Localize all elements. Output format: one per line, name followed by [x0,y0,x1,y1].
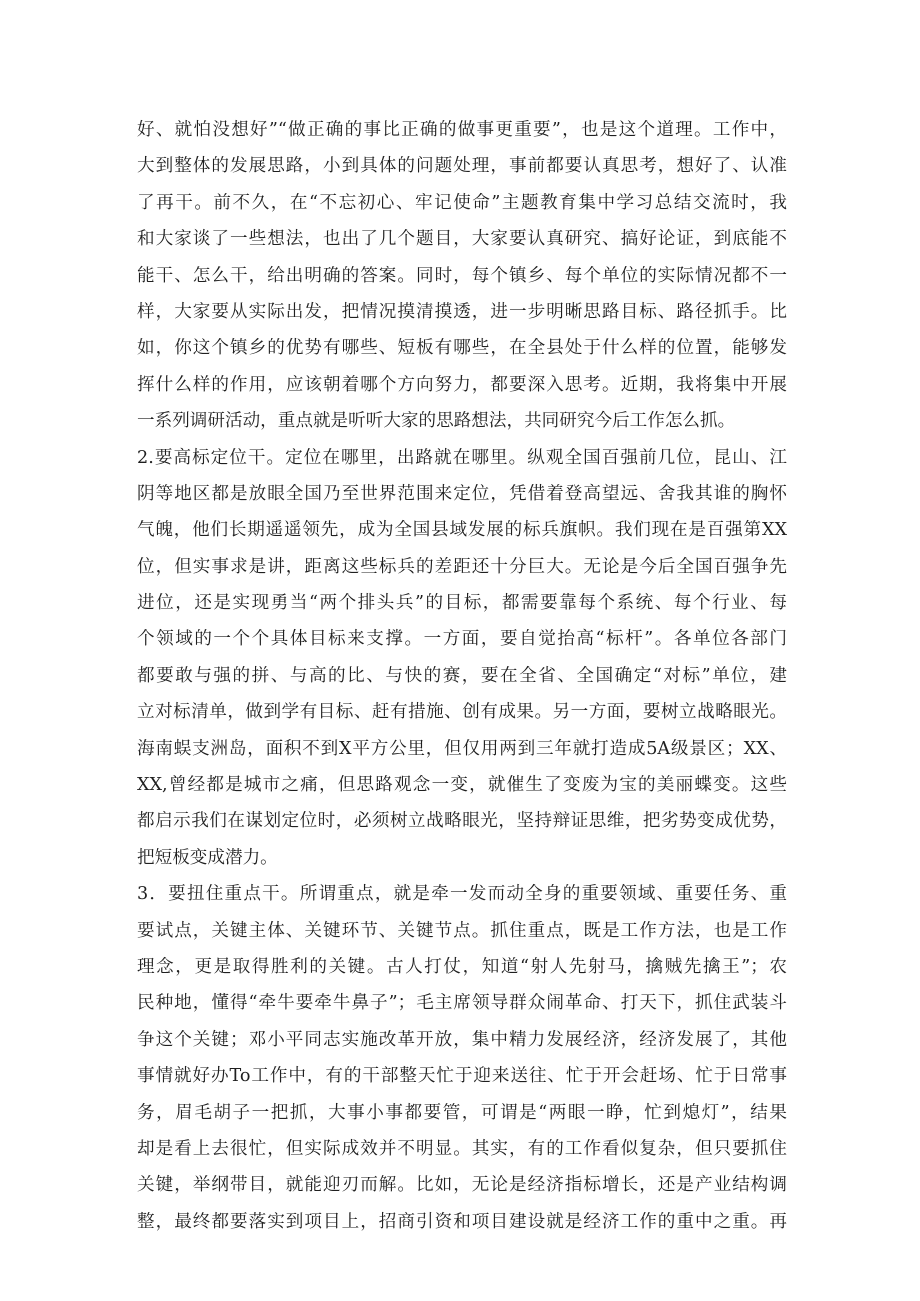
text-line: 海南蜈支洲岛，面积不到X平方公里，但仅用两到三年就打造成5A级景区；XX、 [137,738,787,759]
text-line: XX,曾经都是城市之痛，但思路观念一变，就催生了变废为宝的美丽蝶变。这些 [137,775,787,796]
text-line: 民种地，懂得“牵牛要牵牛鼻子”；毛主席领导群众闹革命、打天下，抓住武装斗 [137,993,787,1014]
text-line: 要试点，关键主体、关键环节、关键节点。抓住重点，既是工作方法，也是工作 [137,920,787,941]
document-body [137,112,787,1240]
text-line: 能干、怎么干，给出明确的答案。同时，每个镇乡、每个单位的实际情况都不一 [137,265,787,286]
text-line: 2.要高标定位干。定位在哪里，出路就在哪里。纵观全国百强前几位，昆山、江 [137,447,787,468]
text-line: 样，大家要从实际出发，把情况摸清摸透，进一步明晰思路目标、路径抓手。比 [137,301,787,322]
text-line: 3．要扭住重点干。所谓重点，就是牵一发而动全身的重要领域、重要任务、重 [137,884,787,905]
text-line: 个领域的一个个具体目标来支撑。一方面，要自觉抬高“标杆”。各单位各部门 [137,629,787,650]
text-line: 如，你这个镇乡的优势有哪些、短板有哪些，在全县处于什么样的位置，能够发 [137,338,787,359]
text-line: 关键，举纲带目，就能迎刃而解。比如，无论是经济指标增长，还是产业结构调 [137,1175,787,1196]
text-line: 进位，还是实现勇当“两个排头兵”的目标，都需要靠每个系统、每个行业、每 [137,593,787,614]
text-line: 事情就好办To工作中，有的干部整天忙于迎来送往、忙于开会赶场、忙于日常事 [137,1066,787,1087]
text-line: 务，眉毛胡子一把抓，大事小事都要管，可谓是“两眼一睁，忙到熄灯”，结果 [137,1102,787,1123]
text-line: 和大家谈了一些想法，也出了几个题目，大家要认真研究、搞好论证，到底能不 [137,229,787,250]
text-line: 位，但实事求是讲，距离这些标兵的差距还十分巨大。无论是今后全国百强争先 [137,556,787,577]
text-line: 了再干。前不久，在“不忘初心、牢记使命”主题教育集中学习总结交流时，我 [137,192,787,213]
text-line: 大到整体的发展思路，小到具体的问题处理，事前都要认真思考，想好了、认准 [137,156,787,177]
text-line: 都启示我们在谋划定位时，必须树立战略眼光，坚持辩证思维，把劣势变成优势， [137,811,787,832]
text-line: 挥什么样的作用，应该朝着哪个方向努力，都要深入思考。近期，我将集中开展 [137,374,787,395]
text-line: 气魄，他们长期遥遥领先，成为全国县域发展的标兵旗帜。我们现在是百强第XX [137,520,787,541]
text-line: 把短板变成潜力。 [137,847,278,868]
text-line: 整，最终都要落实到项目上，招商引资和项目建设就是经济工作的重中之重。再 [137,1211,787,1232]
text-line: 好、就怕没想好”“做正确的事比正确的做事更重要”，也是这个道理。工作中， [137,120,787,140]
text-line: 争这个关键；邓小平同志实施改革开放，集中精力发展经济，经济发展了，其他 [137,1029,787,1050]
text-line: 阴等地区都是放眼全国乃至世界范围来定位，凭借着登高望远、舍我其谁的胸怀 [137,483,787,504]
text-line: 立对标清单，做到学有目标、赶有措施、创有成果。另一方面，要树立战略眼光。 [137,702,787,723]
text-line: 都要敢与强的拼、与高的比、与快的赛，要在全省、全国确定“对标”单位，建 [137,665,787,686]
text-line: 却是看上去很忙，但实际成效并不明显。其实，有的工作看似复杂，但只要抓住 [137,1138,787,1159]
text-line: 理念，更是取得胜利的关键。古人打仗，知道“射人先射马，擒贼先擒王”；农 [137,956,787,977]
text-line: 一系列调研活动，重点就是听听大家的思路想法，共同研究今后工作怎么抓。 [137,411,736,432]
